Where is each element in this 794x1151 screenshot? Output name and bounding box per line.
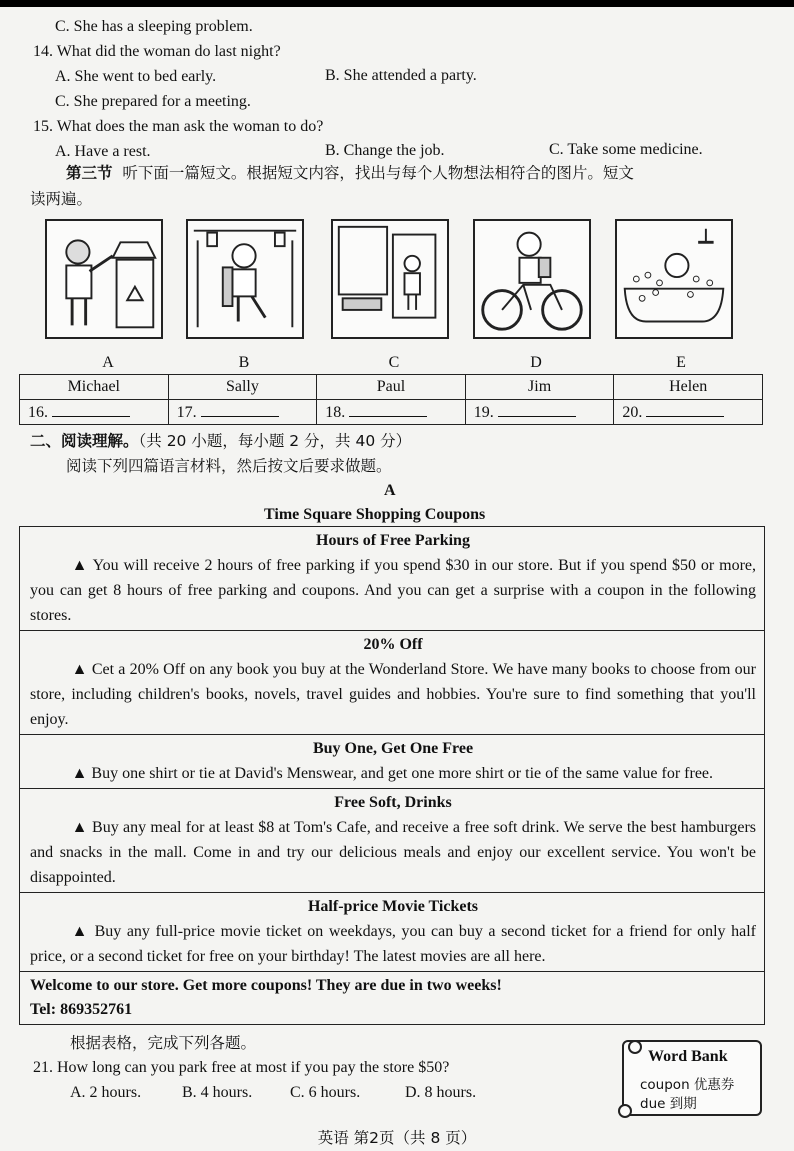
answer-cell[interactable] bbox=[614, 400, 763, 425]
coupon-movies bbox=[20, 893, 764, 972]
q21-option-c[interactable]: C. 6 hours. bbox=[290, 1084, 361, 1101]
word-bank-entry: due 到期 bbox=[640, 1096, 697, 1112]
section3-instruction-text: 听下面一篇短文。根据短文内容，找出与每个人物想法相符合的图片。短文 bbox=[122, 164, 634, 182]
q14-question: 14. What did the woman do last night? bbox=[33, 43, 281, 60]
reading-part-note: （共 20 小题，每小题 2 分，共 40 分） bbox=[138, 432, 412, 450]
question-number: 17. bbox=[176, 404, 197, 421]
coupon-text: ▲ Buy any meal for at least $8 at Tom's Cafe, and receive a free soft drink. We serve the best hamburgers and snacks in the mall. Come in and try our delicious meals and enjoy our excellent service. You won't be disappointed. bbox=[30, 819, 756, 886]
word-bank-title: Word Bank bbox=[648, 1048, 728, 1065]
answer-cell[interactable] bbox=[20, 400, 169, 425]
answer-blank[interactable] bbox=[498, 402, 576, 417]
picture-a bbox=[45, 219, 163, 339]
question-number: 20. bbox=[622, 404, 643, 421]
top-edge-bar bbox=[0, 0, 794, 7]
coupon-drinks bbox=[20, 789, 764, 893]
coupon-text: ▲ Buy any full-price movie ticket on weekdays, you can buy a second ticket for a friend for only half price, or a second ticket for free on your birthday! The latest movies are all here. bbox=[30, 923, 756, 965]
q21-option-b[interactable]: B. 4 hours. bbox=[182, 1084, 253, 1101]
questions-instruction: 根据表格，完成下列各题。 bbox=[70, 1034, 257, 1052]
boy-cycling-icon bbox=[475, 221, 589, 337]
picture-letter-a: A bbox=[102, 354, 114, 371]
coupon-heading: Free Soft, Drinks bbox=[334, 794, 452, 811]
scroll-curl-icon bbox=[618, 1104, 632, 1118]
q14-option-b: B. She attended a party. bbox=[325, 67, 477, 84]
page-footer: 英语 第2页（共 8 页） bbox=[317, 1129, 477, 1147]
section3-instruction bbox=[66, 162, 634, 184]
answer-blank[interactable] bbox=[646, 402, 724, 417]
coupon-footer bbox=[20, 972, 764, 1024]
q15-option-a: A. Have a rest. bbox=[55, 143, 151, 160]
picture-e bbox=[615, 219, 733, 339]
answer-blank[interactable] bbox=[349, 402, 427, 417]
picture-letter-d: D bbox=[530, 354, 542, 371]
q21-option-a[interactable]: A. 2 hours. bbox=[70, 1084, 142, 1101]
coupon-heading: Buy One, Get One Free bbox=[312, 740, 474, 757]
coupon-title: Time Square Shopping Coupons bbox=[264, 506, 486, 523]
welcome-text: Welcome to our store. Get more coupons! They are due in two weeks! bbox=[30, 977, 502, 994]
answer-cell[interactable] bbox=[465, 400, 614, 425]
q15-question: 15. What does the man ask the woman to do? bbox=[33, 118, 324, 135]
question-number: 16. bbox=[28, 404, 48, 421]
picture-letter-b: B bbox=[238, 354, 250, 371]
name-cell: Paul bbox=[317, 375, 466, 400]
answer-blank[interactable] bbox=[201, 402, 279, 417]
answer-cell[interactable] bbox=[168, 400, 317, 425]
q15-option-b: B. Change the job. bbox=[325, 142, 445, 159]
section3-instruction-cont: 读两遍。 bbox=[30, 190, 93, 208]
q21-option-d[interactable]: D. 8 hours. bbox=[405, 1084, 477, 1101]
q15-option-c: C. Take some medicine. bbox=[549, 141, 703, 158]
q14-option-a: A. She went to bed early. bbox=[55, 68, 217, 85]
coupon-parking bbox=[20, 527, 764, 631]
child-bathing-icon bbox=[617, 221, 731, 337]
coupons-box bbox=[19, 526, 765, 1025]
answer-cell[interactable] bbox=[317, 400, 466, 425]
coupon-text: ▲ Cet a 20% Off on any book you buy at the Wonderland Store. We have many books to choose from our store, including children's books, novels, travel guides and hobbies. You're sure to find something that you'll enjoy. bbox=[30, 661, 756, 728]
coupon-heading: Hours of Free Parking bbox=[316, 532, 470, 549]
picture-c bbox=[331, 219, 449, 339]
coupon-clothes bbox=[20, 735, 764, 789]
coupon-heading: 20% Off bbox=[363, 636, 423, 653]
picture-letter-e: E bbox=[676, 354, 686, 371]
q21-question: 21. How long can you park free at most if you pay the store $50? bbox=[33, 1059, 450, 1076]
coupon-heading: Half-price Movie Tickets bbox=[307, 898, 479, 915]
picture-d bbox=[473, 219, 591, 339]
boy-recycling-icon bbox=[47, 221, 161, 337]
question-number: 19. bbox=[473, 404, 494, 421]
name-cell: Michael bbox=[20, 375, 169, 400]
answer-blank[interactable] bbox=[52, 402, 130, 417]
name-cell: Sally bbox=[168, 375, 317, 400]
name-cell: Helen bbox=[614, 375, 763, 400]
coupon-text: ▲ Buy one shirt or tie at David's Menswear, and get one more shirt or tie of the same value for free. bbox=[71, 765, 714, 782]
reading-heading bbox=[30, 430, 411, 452]
section3-label: 第三节 bbox=[66, 164, 113, 182]
word-bank bbox=[622, 1040, 762, 1116]
question-number: 18. bbox=[325, 404, 346, 421]
q13-option-c: C. She has a sleeping problem. bbox=[55, 18, 253, 35]
girl-at-home-icon bbox=[333, 221, 447, 337]
q14-option-c: C. She prepared for a meeting. bbox=[55, 93, 251, 110]
passage-letter: A bbox=[384, 482, 396, 499]
names-table bbox=[19, 374, 763, 425]
reading-part-title: 二、阅读理解。 bbox=[30, 432, 139, 450]
girl-on-bus-icon bbox=[188, 221, 302, 337]
picture-b bbox=[186, 219, 304, 339]
picture-letter-c: C bbox=[388, 354, 400, 371]
name-cell: Jim bbox=[465, 375, 614, 400]
reading-instruction: 阅读下列四篇语言材料，然后按文后要求做题。 bbox=[66, 457, 392, 475]
coupon-text: ▲ You will receive 2 hours of free parking if you spend $30 in our store. But if you spend $50 or more, you can get 8 hours of free parking and coupons. And you can get a surprise with a coupon in the following stores. bbox=[30, 557, 756, 624]
scroll-curl-icon bbox=[628, 1040, 642, 1054]
coupon-books bbox=[20, 631, 764, 735]
word-bank-entry: coupon 优惠券 bbox=[640, 1077, 735, 1093]
telephone: Tel: 869352761 bbox=[30, 1001, 133, 1018]
